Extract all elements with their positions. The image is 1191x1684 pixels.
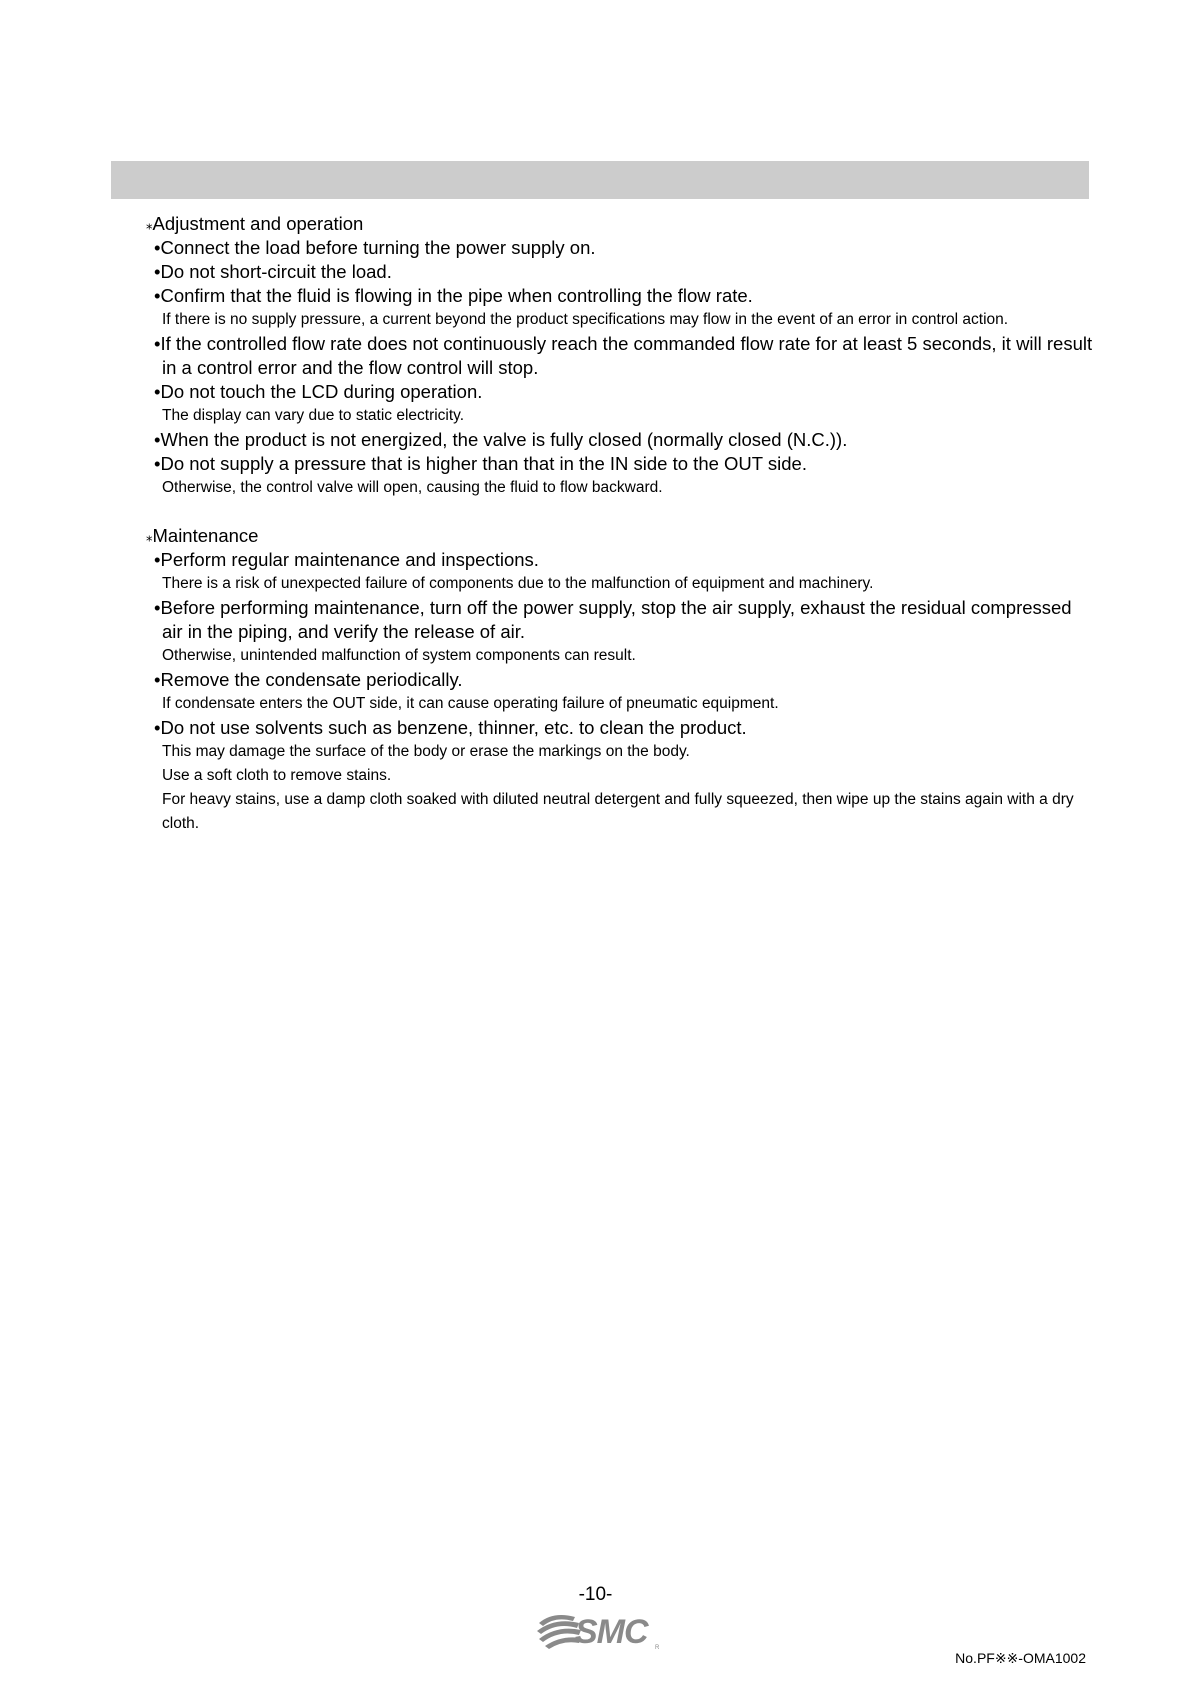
list-item (154, 236, 1096, 260)
item-text: If the controlled flow rate does not continuously reach the commanded flow rate for at least 5 seconds, it will result in a control error and the flow control will stop. (160, 333, 1093, 378)
bullet-icon: • (154, 285, 161, 306)
item-text: Before performing maintenance, turn off the power supply, stop the air supply, exhaust the residual compressed air in the piping, and verify the release of air. (160, 597, 1072, 642)
item-text: Do not supply a pressure that is higher than that in the IN side to the OUT side. (160, 453, 807, 474)
list-item (154, 284, 1096, 332)
smc-logo (535, 1607, 665, 1653)
bullet-text (154, 548, 1096, 572)
bullet-text (154, 428, 1096, 452)
item-note: Otherwise, unintended malfunction of system components can result. (162, 647, 636, 664)
item-text: Remove the condensate periodically. (160, 669, 463, 690)
section-title-text: Maintenance (152, 525, 259, 546)
bullet-icon: • (154, 717, 161, 738)
list-item (154, 428, 1096, 452)
bullet-text (154, 596, 1096, 644)
document-number: No.PF※※-OMA1002 (955, 1650, 1086, 1666)
registered-mark: R (655, 1645, 660, 1651)
section-header-bar (111, 161, 1089, 199)
list-item (154, 260, 1096, 284)
item-text: Perform regular maintenance and inspections. (160, 549, 539, 570)
item-note: For heavy stains, use a damp cloth soaked with diluted neutral detergent and fully squeezed, then wipe up the stains again with a dry cloth. (162, 791, 1074, 832)
smc-logo-text: SMC (575, 1613, 648, 1651)
item-text: Do not short-circuit the load. (160, 261, 392, 282)
bullet-icon: • (154, 597, 161, 618)
bullet-icon: • (154, 381, 161, 402)
section-title (146, 524, 1096, 548)
list-item (154, 380, 1096, 428)
item-note: There is a risk of unexpected failure of components due to the malfunction of equipment and machinery. (162, 575, 874, 592)
item-note: This may damage the surface of the body or erase the markings on the body. (162, 743, 690, 760)
item-text: Connect the load before turning the power supply on. (160, 237, 596, 258)
item-note: Use a soft cloth to remove stains. (162, 767, 392, 784)
bullet-icon: • (154, 429, 161, 450)
bullet-text (154, 260, 1096, 284)
section-maintenance (146, 524, 1096, 836)
bullet-icon: • (154, 669, 161, 690)
list-item (154, 716, 1096, 836)
bullet-text (154, 716, 1096, 740)
item-note: Otherwise, the control valve will open, causing the fluid to flow backward. (162, 479, 663, 496)
item-note: The display can vary due to static electricity. (162, 407, 465, 424)
bullet-text (154, 380, 1096, 404)
bullet-text (154, 668, 1096, 692)
section-marker: ⁎ (146, 217, 153, 232)
list-item (154, 596, 1096, 668)
bullet-text (154, 284, 1096, 308)
item-note: If condensate enters the OUT side, it can cause operating failure of pneumatic equipment. (162, 695, 779, 712)
document-body (146, 212, 1096, 836)
page-number: -10- (578, 1584, 613, 1605)
item-text: Do not use solvents such as benzene, thinner, etc. to clean the product. (160, 717, 747, 738)
bullet-icon: • (154, 453, 161, 474)
bullet-icon: • (154, 549, 161, 570)
bullet-text (154, 452, 1096, 476)
item-note: If there is no supply pressure, a current beyond the product specifications may flow in the event of an error in control action. (162, 311, 1009, 328)
section-title-text: Adjustment and operation (152, 213, 364, 234)
bullet-icon: • (154, 261, 161, 282)
item-text: When the product is not energized, the valve is fully closed (normally closed (N.C.)). (160, 429, 848, 450)
bullet-icon: • (154, 237, 161, 258)
section-title (146, 212, 1096, 236)
bullet-icon: • (154, 333, 161, 354)
list-item (154, 452, 1096, 500)
section-marker: ⁎ (146, 529, 153, 544)
section-adjustment-operation (146, 212, 1096, 500)
bullet-text (154, 236, 1096, 260)
item-text: Confirm that the fluid is flowing in the pipe when controlling the flow rate. (160, 285, 753, 306)
bullet-text (154, 332, 1096, 380)
list-item (154, 548, 1096, 596)
list-item (154, 332, 1096, 380)
list-item (154, 668, 1096, 716)
item-text: Do not touch the LCD during operation. (160, 381, 483, 402)
